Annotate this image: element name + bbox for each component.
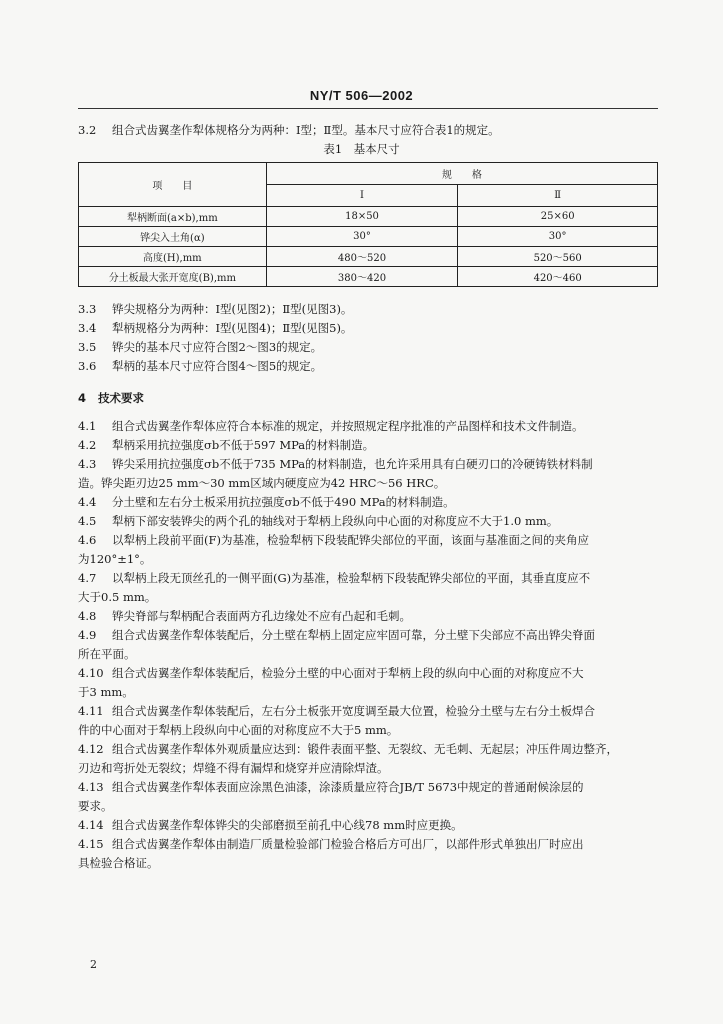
clause-number: 4.5 <box>78 514 97 528</box>
clause-line <box>78 760 389 776</box>
clause-line <box>78 475 445 491</box>
clause-line <box>78 494 455 510</box>
clause-text: 所在平面。 <box>78 647 136 661</box>
clause-number: 3.4 <box>78 321 97 335</box>
clause-number: 3.3 <box>78 302 97 316</box>
clause-number: 4.10 <box>78 666 104 680</box>
clause-line <box>78 665 584 681</box>
clause-line <box>78 532 589 548</box>
clause-text: 铧尖规格分为两种：Ⅰ型(见图2)；Ⅱ型(见图3)。 <box>112 302 353 316</box>
clause-line <box>78 817 463 833</box>
clause-text: 具检验合格证。 <box>78 856 159 870</box>
clause-number: 3.6 <box>78 359 97 373</box>
clause-line <box>78 836 584 852</box>
header-rule <box>78 108 658 109</box>
clause-text: 组合式齿翼垄作犁体表面应涂黑色油漆，涂漆质量应符合JB/T 5673中规定的普通耐候涂层的 <box>112 780 584 794</box>
clause-number: 3.5 <box>78 340 97 354</box>
clause-text: 以犁柄上段前平面(F)为基准，检验犁柄下段装配铧尖部位的平面，该面与基准面之间的夹角应 <box>112 533 589 547</box>
clause-line <box>78 627 595 643</box>
clause-text: 犁柄采用抗拉强度σb不低于597 MPa的材料制造。 <box>112 438 375 452</box>
cell-type-1: 380～420 <box>266 267 458 287</box>
clause-line <box>78 456 593 472</box>
clause-line <box>78 589 156 605</box>
clause-text: 犁柄的基本尺寸应符合图4～图5的规定。 <box>112 359 323 373</box>
clause-number: 4.7 <box>78 571 97 585</box>
clause-line <box>78 437 374 453</box>
cell-type-2: 520～560 <box>458 247 658 267</box>
cell-type-1: 30° <box>266 227 458 247</box>
clause-number: 4.14 <box>78 818 104 832</box>
clause-line <box>78 646 136 662</box>
clause-text: 犁柄下部安装铧尖的两个孔的轴线对于犁柄上段纵向中心面的对称度应不大于1.0 mm。 <box>112 514 559 528</box>
clause-line <box>78 741 618 757</box>
clause-line <box>78 684 134 700</box>
standard-code-header: NY/T 506—2002 <box>309 88 414 103</box>
clause-number: 4.9 <box>78 628 97 642</box>
clause-number: 4.1 <box>78 419 97 433</box>
clause-number: 4.13 <box>78 780 104 794</box>
clause-text: 于3 mm。 <box>78 685 134 699</box>
clause-line <box>78 418 584 434</box>
clause-text: 组合式齿翼垄作犁体外观质量应达到：锻件表面平整、无裂纹、无毛刺、无起层；冲压件周边整齐， <box>112 742 618 756</box>
clause-line <box>78 855 159 871</box>
clause-text: 组合式齿翼垄作犁体装配后，分土壁在犁柄上固定应牢固可靠，分土壁下尖部应不高出铧尖脊面 <box>112 628 595 642</box>
clause-text: 以犁柄上段无顶丝孔的一侧平面(G)为基准，检验犁柄下段装配铧尖部位的平面，其垂直度应不 <box>112 571 591 585</box>
section-number: 4 <box>78 391 87 405</box>
column-header-type-2: Ⅱ <box>458 185 658 207</box>
clause-text: 组合式齿翼垄作犁体规格分为两种：Ⅰ型；Ⅱ型。基本尺寸应符合表1的规定。 <box>112 123 500 137</box>
clause-number: 4.4 <box>78 495 97 509</box>
cell-type-2: 30° <box>458 227 658 247</box>
clause-line <box>78 798 113 814</box>
cell-type-2: 420～460 <box>458 267 658 287</box>
clause-number: 4.11 <box>78 704 104 718</box>
clause-number: 4.2 <box>78 438 97 452</box>
clause-number: 4.3 <box>78 457 97 471</box>
clause-text: 组合式齿翼垄作犁体装配后，左右分土板张开宽度调至最大位置，检验分土壁与左右分土板焊合 <box>112 704 595 718</box>
clause-text: 铧尖脊部与犁柄配合表面两方孔边缘处不应有凸起和毛刺。 <box>112 609 411 623</box>
clause-number: 4.12 <box>78 742 104 756</box>
clause-number: 4.8 <box>78 609 97 623</box>
row-label: 分土板最大张开宽度(B),mm <box>79 267 267 287</box>
row-label: 铧尖入土角(α) <box>79 227 267 247</box>
clause-3-2 <box>78 122 500 138</box>
column-header-item: 项 目 <box>79 163 267 207</box>
clause-line <box>78 513 558 529</box>
clause-line <box>78 722 398 738</box>
clause-text: 大于0.5 mm。 <box>78 590 157 604</box>
clause-3-3 <box>78 301 352 317</box>
clause-line <box>78 703 595 719</box>
clause-text: 造。铧尖距刃边25 mm～30 mm区域内硬度应为42 HRC～56 HRC。 <box>78 476 446 490</box>
clause-number: 4.6 <box>78 533 97 547</box>
clause-line <box>78 570 590 586</box>
page-number: 2 <box>90 958 97 971</box>
clause-line <box>78 608 411 624</box>
clause-text: 组合式齿翼垄作犁体装配后，检验分土壁的中心面对于犁柄上段的纵向中心面的对称度应不大 <box>112 666 584 680</box>
section-title: 技术要求 <box>98 391 144 405</box>
clause-text: 为120°±1°。 <box>78 552 152 566</box>
clause-text: 刃边和弯折处无裂纹；焊缝不得有漏焊和烧穿并应清除焊渣。 <box>78 761 389 775</box>
clause-text: 犁柄规格分为两种：Ⅰ型(见图4)；Ⅱ型(见图5)。 <box>112 321 353 335</box>
basic-dimensions-table <box>78 162 658 287</box>
clause-number: 3.2 <box>78 123 97 137</box>
clause-text: 要求。 <box>78 799 113 813</box>
clause-text: 铧尖的基本尺寸应符合图2～图3的规定。 <box>112 340 323 354</box>
column-header-spec: 规 格 <box>266 163 657 185</box>
table-caption: 表1 基本尺寸 <box>323 142 400 156</box>
clause-text: 组合式齿翼垄作犁体应符合本标准的规定，并按照规定程序批准的产品图样和技术文件制造。 <box>112 419 584 433</box>
clause-text: 件的中心面对于犁柄上段纵向中心面的对称度应不大于5 mm。 <box>78 723 399 737</box>
cell-type-1: 480～520 <box>266 247 458 267</box>
column-header-type-1: Ⅰ <box>266 185 458 207</box>
clause-text: 组合式齿翼垄作犁体由制造厂质量检验部门检验合格后方可出厂，以部件形式单独出厂时应出 <box>112 837 584 851</box>
cell-type-1: 18×50 <box>266 207 458 227</box>
cell-type-2: 25×60 <box>458 207 658 227</box>
clause-line <box>78 551 151 567</box>
row-label: 犁柄断面(a×b),mm <box>79 207 267 227</box>
clause-text: 铧尖采用抗拉强度σb不低于735 MPa的材料制造，也允许采用具有白硬刃口的冷硬铸铁材料制 <box>112 457 593 471</box>
clause-3-5 <box>78 339 322 355</box>
row-label: 高度(H),mm <box>79 247 267 267</box>
clause-line <box>78 779 584 795</box>
section-heading <box>78 390 144 406</box>
clause-text: 组合式齿翼垄作犁体铧尖的尖部磨损至前孔中心线78 mm时应更换。 <box>112 818 463 832</box>
clause-3-6 <box>78 358 322 374</box>
clause-number: 4.15 <box>78 837 104 851</box>
clause-3-4 <box>78 320 352 336</box>
clause-text: 分土壁和左右分土板采用抗拉强度σb不低于490 MPa的材料制造。 <box>112 495 455 509</box>
